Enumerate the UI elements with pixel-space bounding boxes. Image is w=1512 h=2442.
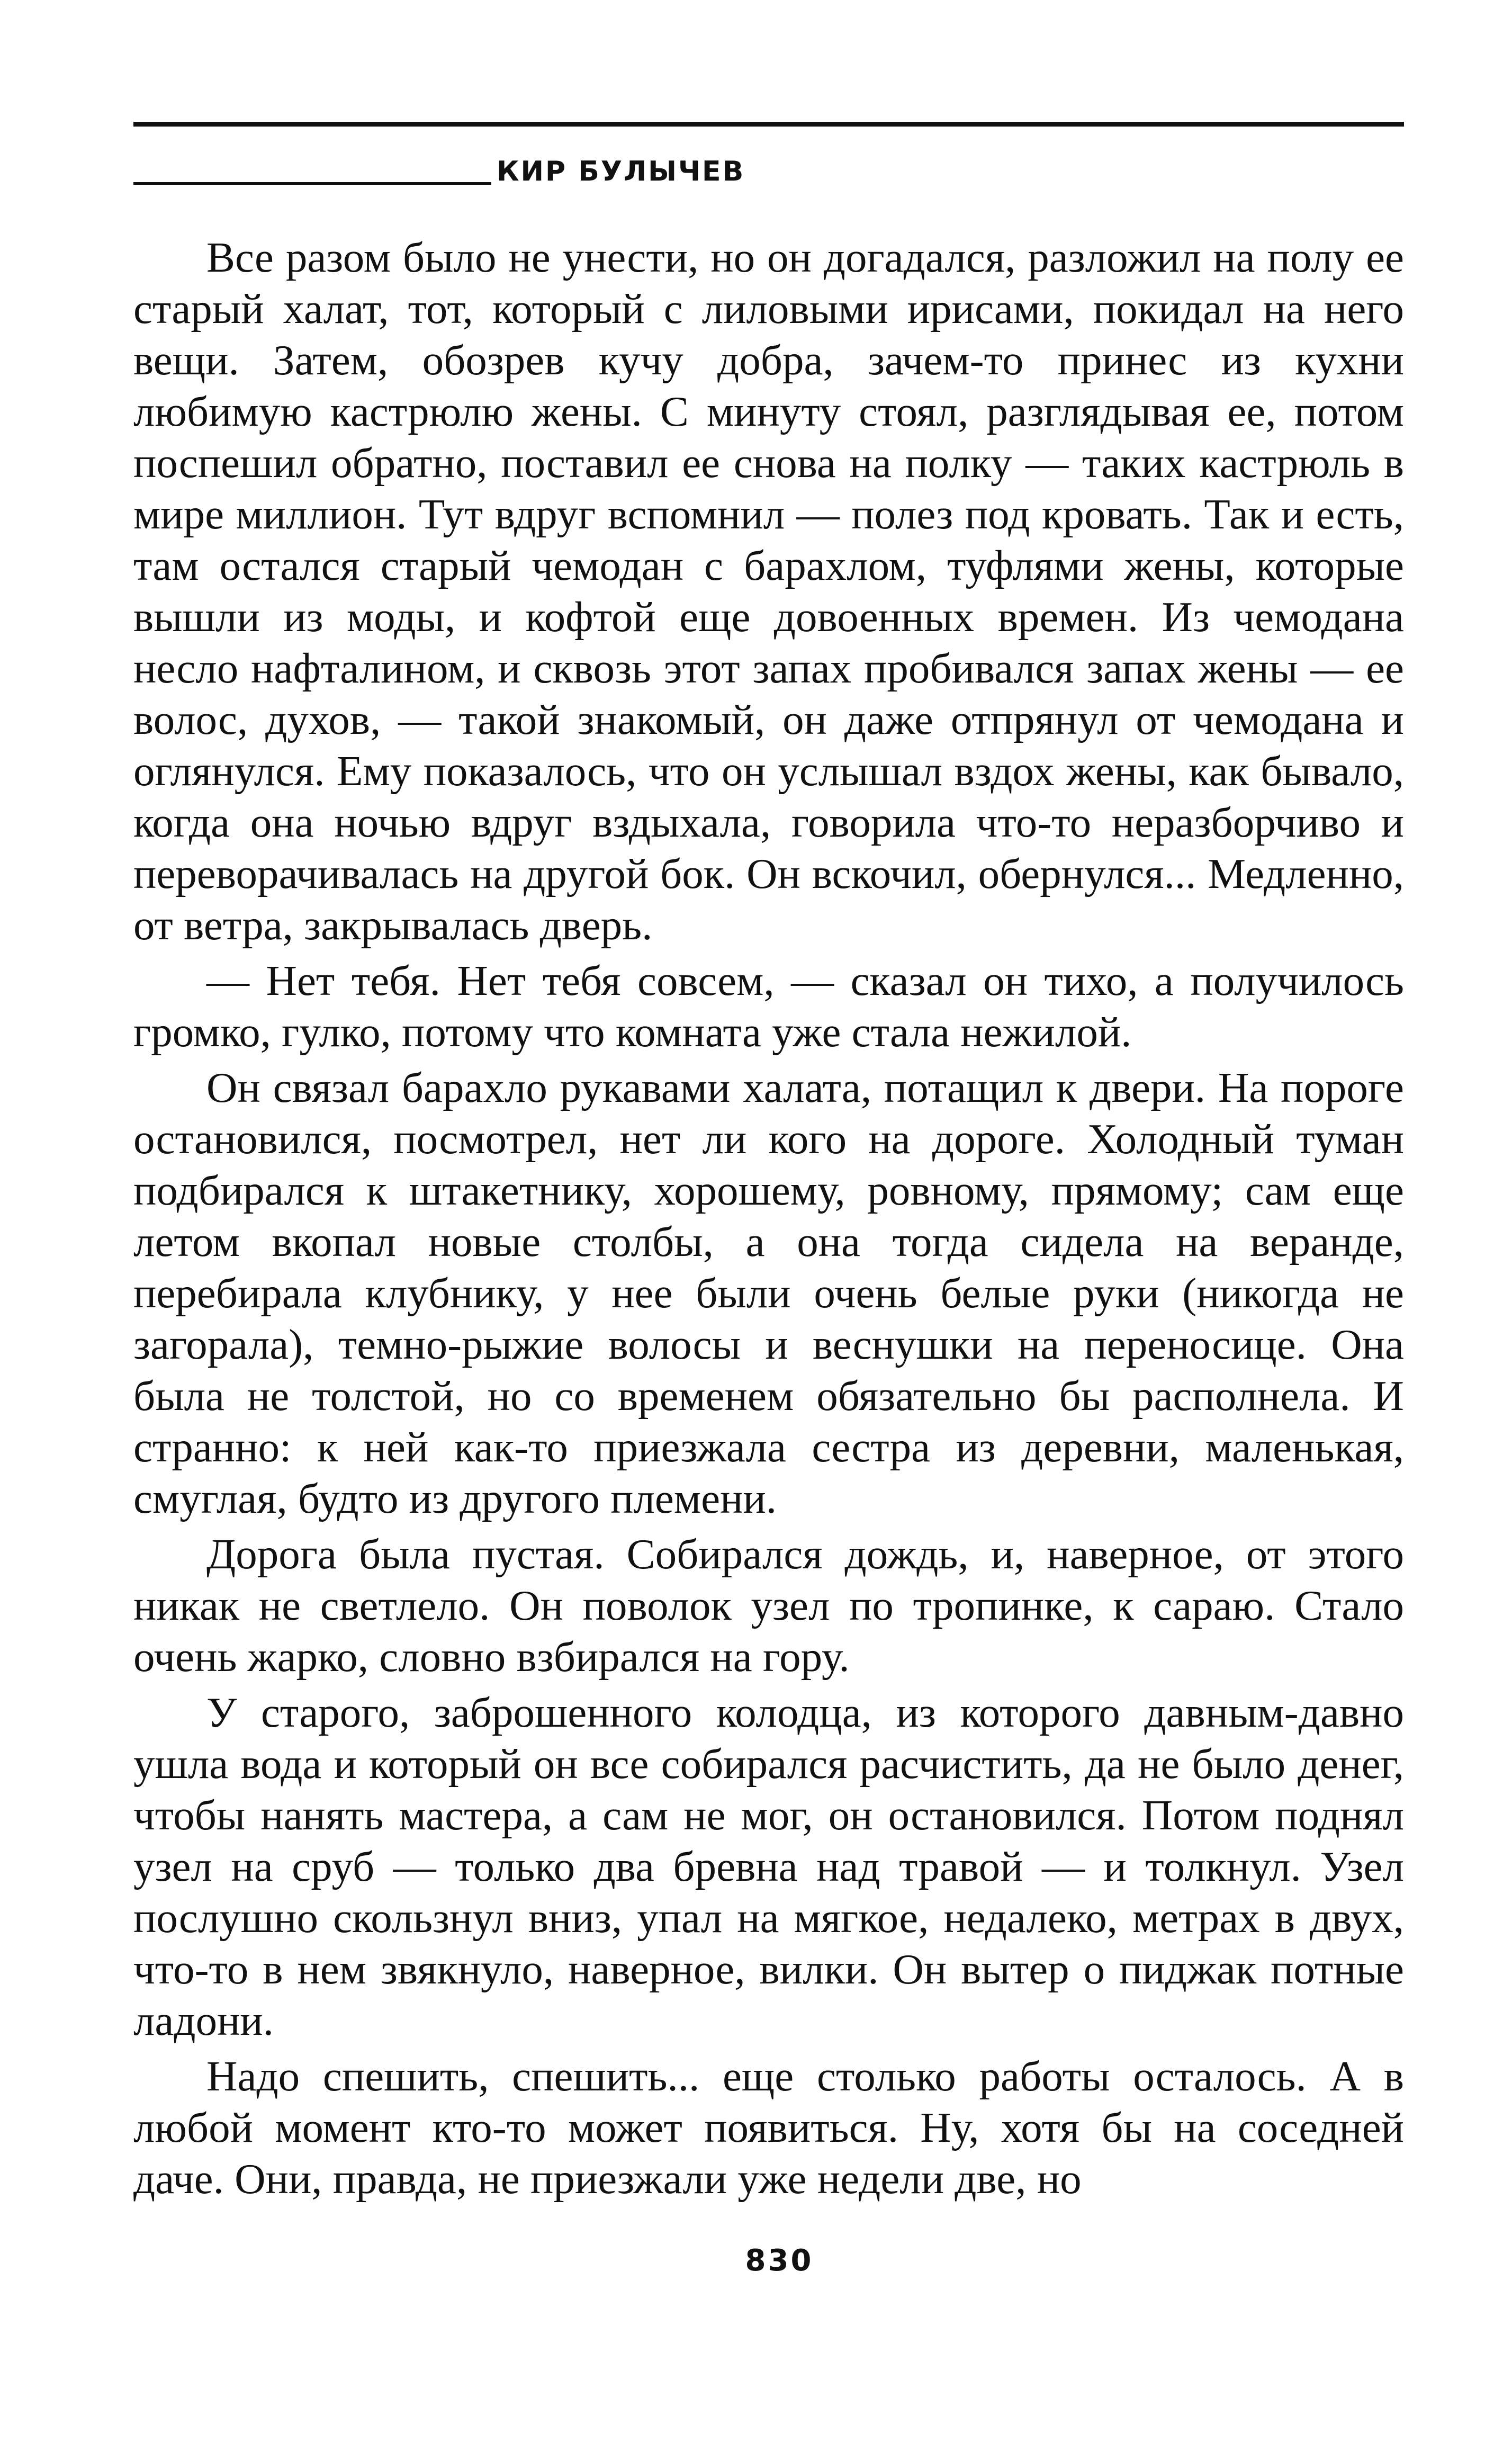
paragraph: Он связал барахло рукавами халата, потащил к двери. На пороге остановился, посмотрел, нет ли кого на дороге. Холодный туман подбирался к штакетнику, хорошему, ровному, прямому; сам еще летом вкопал новые столбы, а она тогда сидела на веранде, перебирала клубнику, у нее были очень белые руки (никогда не загорала), темно-рыжие волосы и веснушки на переносице. Она была не толстой, но со временем обязательно бы располнела. И странно: к ней как-то приезжала сестра из деревни, маленькая, смуглая, будто из другого племени. [133,1064,1404,1522]
body-text [133,232,1404,2205]
paragraph: Надо спешить, спешить... еще столько работы осталось. А в любой момент кто-то может появиться. Ну, хотя бы на соседней даче. Они, правда, не приезжали уже недели две, но [133,2052,1404,2203]
header-rule [133,122,1404,127]
paragraph: — Нет тебя. Нет тебя совсем, — сказал он тихо, а получилось громко, гулко, потому что комната уже стала нежилой. [133,957,1404,1056]
running-head: КИР БУЛЫЧЕВ [497,156,745,187]
paragraph: Дорога была пустая. Собирался дождь, и, наверное, от этого никак не светлело. Он поволок узел по тропинке, к сараю. Стало очень жарко, словно взбирался на гору. [133,1530,1404,1681]
paragraph: У старого, заброшенного колодца, из которого давным-давно ушла вода и который он все собирался расчистить, да не было денег, чтобы нанять мастера, а сам не мог, он остановился. Потом поднял узел на сруб — только два бревна над травой — и толкнул. Узел послушно скользнул вниз, упал на мягкое, недалеко, метрах в двух, что-то в нем звякнуло, наверное, вилки. Он вытер о пиджак потные ладони. [133,1689,1404,2044]
header-underline [133,182,491,185]
paragraph: Все разом было не унести, но он догадался, разложил на полу ее старый халат, тот, который с лиловыми ирисами, покидал на него вещи. Затем, обозрев кучу добра, зачем-то принес из кухни любимую кастрюлю жены. С минуту стоял, разглядывая ее, потом поспешил обратно, поставил ее снова на полку — таких кастрюль в мире миллион. Тут вдруг вспомнил — полез под кровать. Так и есть, там остался старый чемодан с барахлом, туфлями жены, которые вышли из моды, и кофтой еще довоенных времен. Из чемодана несло нафталином, и сквозь этот запах пробивался запах жены — ее волос, духов, — такой знакомый, он даже отпрянул от чемодана и оглянулся. Ему показалось, что он услышал вздох жены, как бывало, когда она ночью вдруг вздыхала, говорила что-то неразборчиво и переворачивалась на другой бок. Он вскочил, обернулся... Медленно, от ветра, закрывалась дверь. [133,234,1404,949]
page-number: 830 [745,2243,814,2278]
page-content [133,122,1404,2399]
